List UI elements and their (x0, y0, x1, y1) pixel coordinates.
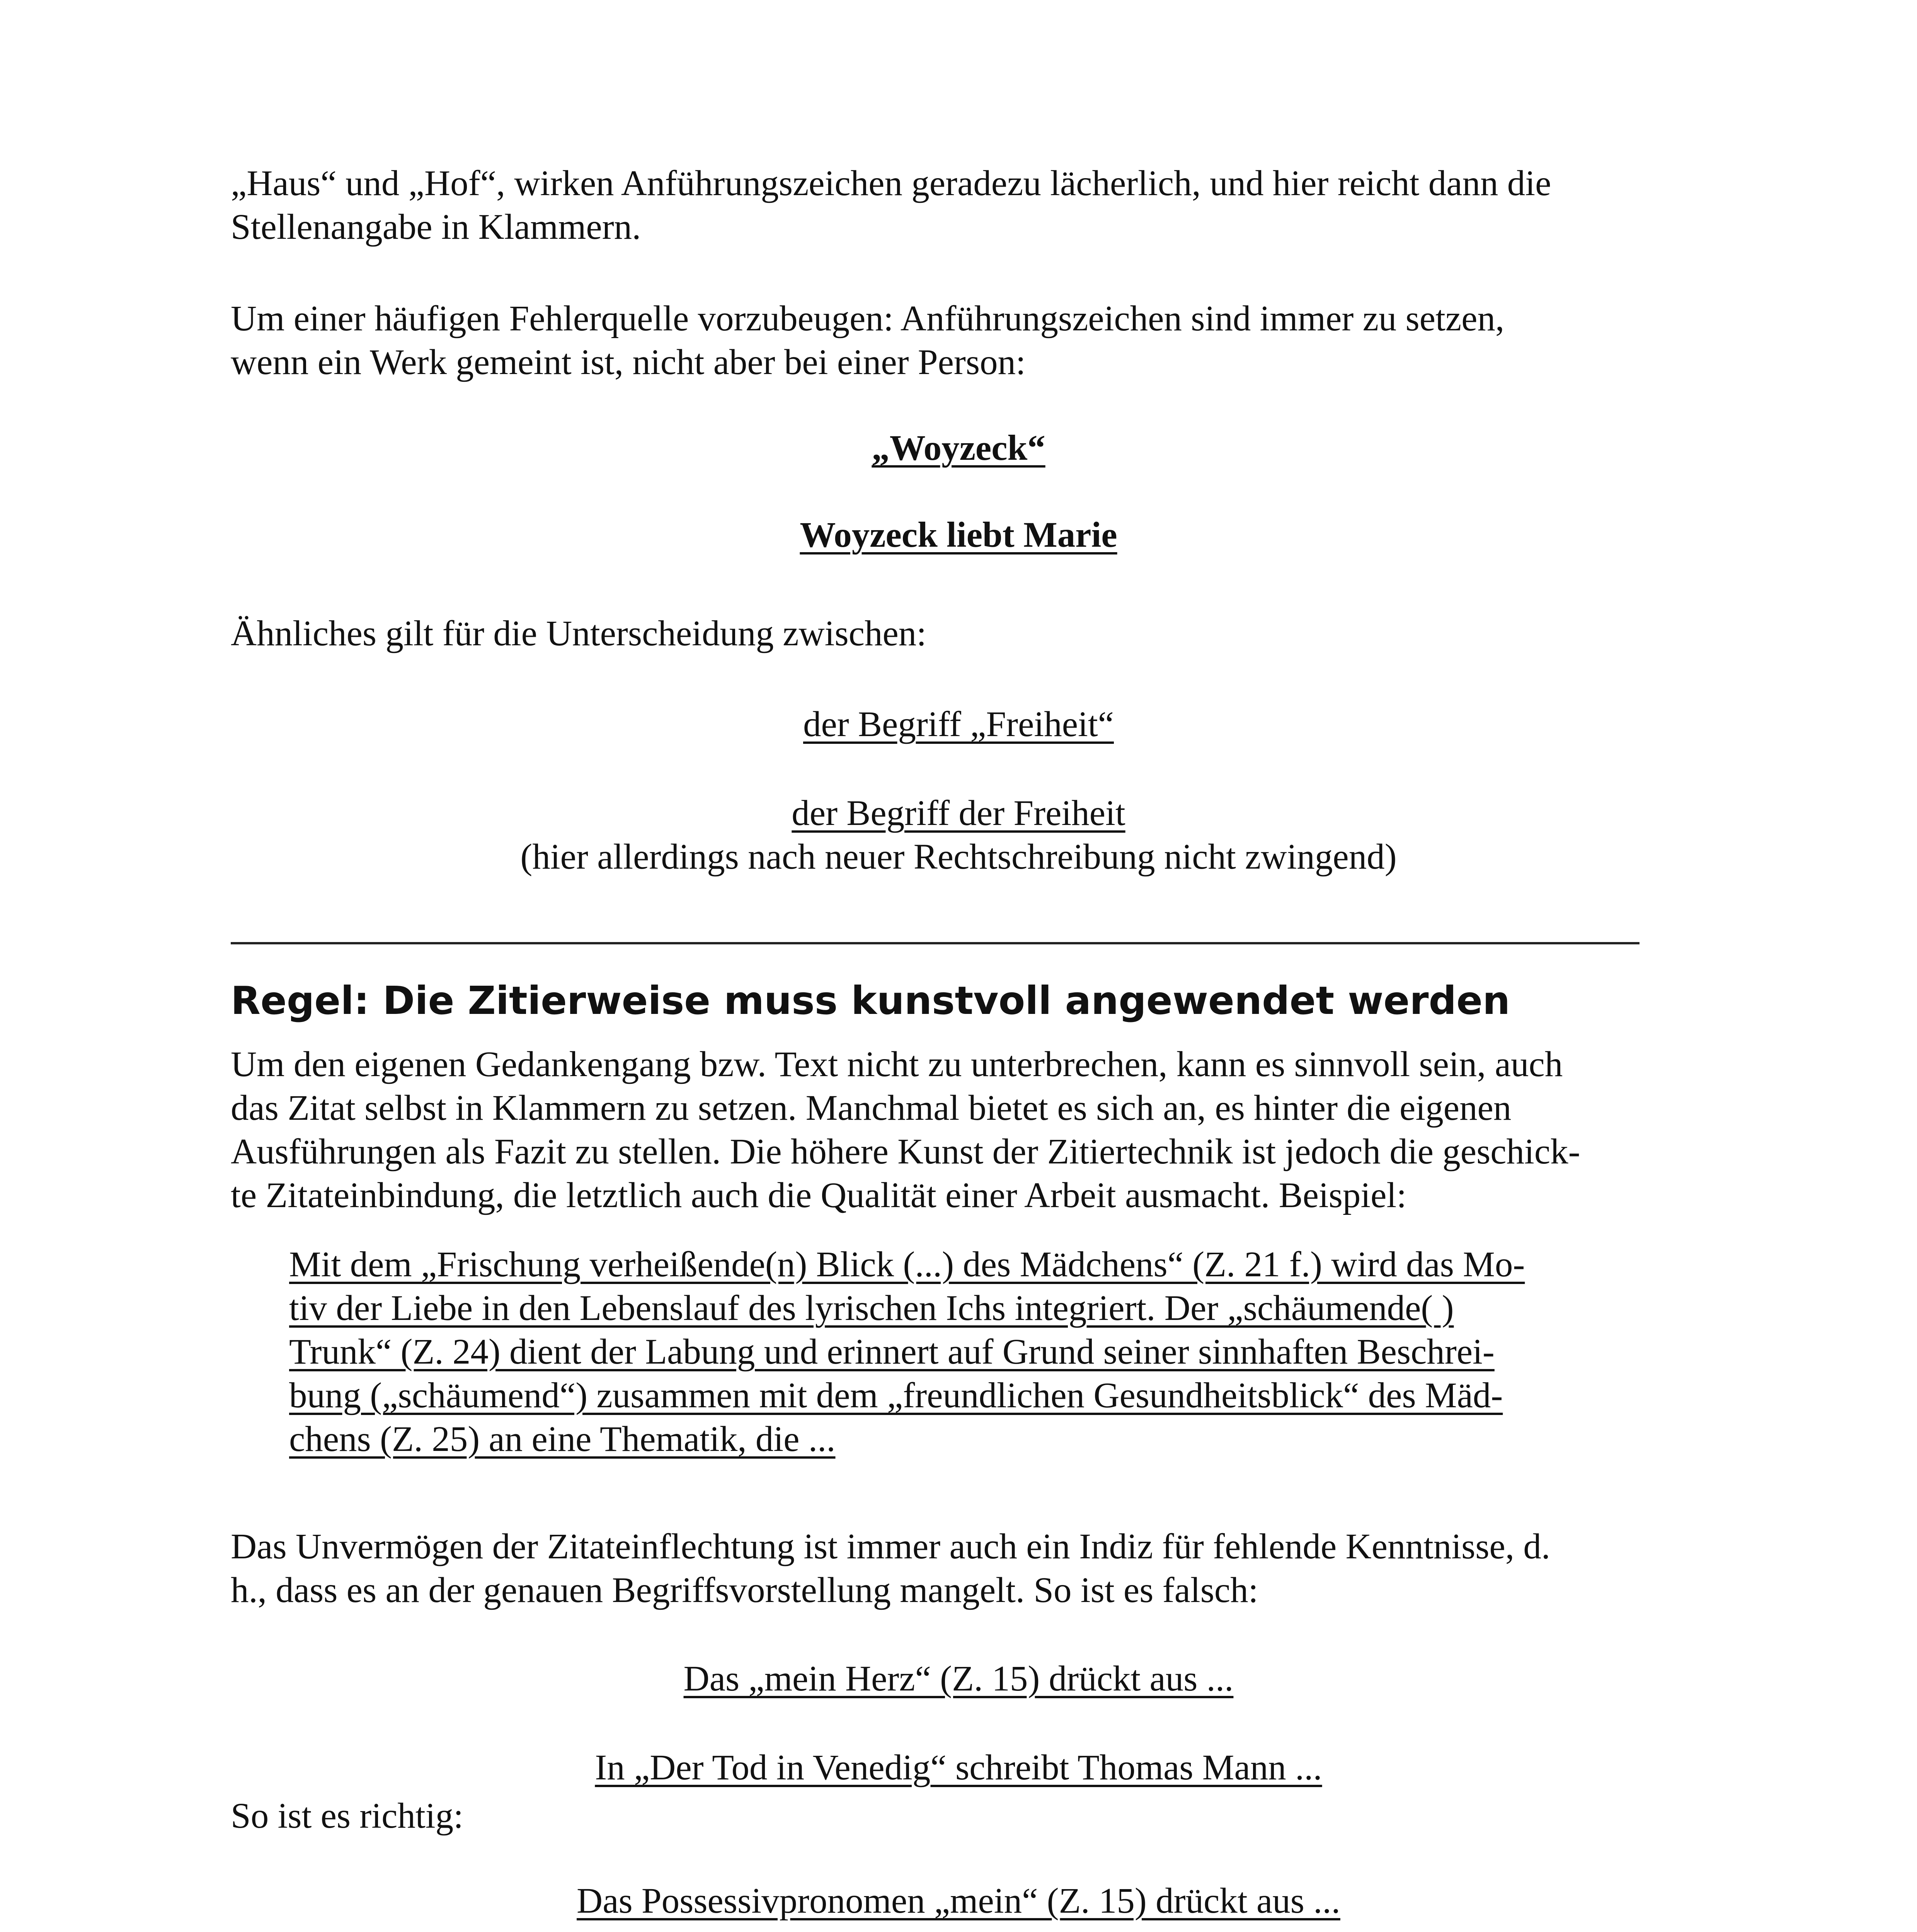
rule-paragraph-line-4: te Zitateinbindung, die letztlich auch die Qualität einer Arbeit ausmacht. Beispiel: (231, 1175, 1407, 1215)
example-person-text: Woyzeck liebt Marie (800, 515, 1117, 555)
rule-paragraph-line-2: das Zitat selbst in Klammern zu setzen. Manchmal bietet es sich an, es hinter die eigenen (231, 1088, 1512, 1128)
intro-line-2: Stellenangabe in Klammern. (231, 207, 641, 247)
example-quote-line-3-text: Trunk“ (Z. 24) dient der Labung und erinnert auf Grund seiner sinnhaften Beschrei- (289, 1332, 1495, 1372)
horizontal-divider (231, 942, 1639, 944)
right-example-1-text: Das Possessivpronomen „mein“ (Z. 15) drückt aus ... (577, 1881, 1340, 1921)
warning-line-1: Um einer häufigen Fehlerquelle vorzubeugen: Anführungszeichen sind immer zu setzen, (231, 299, 1505, 338)
example-quote-line-1-text: Mit dem „Frischung verheißende(n) Blick (...) des Mädchens“ (Z. 21 f.) wird das Mo- (289, 1245, 1525, 1284)
example-work-title (0, 427, 1917, 469)
example-quote-line-2-text: tiv der Liebe in den Lebenslauf des lyrischen Ichs integriert. Der „schäumende( ) (289, 1288, 1454, 1328)
example-quote-line-2 (289, 1287, 1642, 1330)
warning-line-2: wenn ein Werk gemeint ist, nicht aber bei einer Person: (231, 342, 1026, 382)
begriff-quoted (0, 703, 1917, 746)
example-quote-line-4 (289, 1374, 1642, 1417)
example-person-sentence (0, 514, 1917, 556)
example-quote-line-5-text: chens (Z. 25) an eine Thematik, die ... (289, 1419, 836, 1459)
example-quote-line-5 (289, 1418, 1642, 1461)
rule-heading: Regel: Die Zitierweise muss kunstvoll angewendet werden (231, 978, 1510, 1023)
right-example-1 (0, 1880, 1917, 1922)
wrong-example-1-text: Das „mein Herz“ (Z. 15) drückt aus ... (683, 1659, 1234, 1699)
wrong-example-2-text: In „Der Tod in Venedig“ schreibt Thomas Mann ... (595, 1748, 1322, 1787)
example-quote-line-1 (289, 1243, 1642, 1286)
wrong-example-1 (0, 1658, 1917, 1700)
begriff-note: (hier allerdings nach neuer Rechtschreibung nicht zwingend) (520, 837, 1397, 877)
similar-text: Ähnliches gilt für die Unterscheidung zwischen: (231, 614, 927, 653)
inability-line-1: Das Unvermögen der Zitateinflechtung ist immer auch ein Indiz für fehlende Kenntnisse, d. (231, 1527, 1551, 1566)
begriff-plain (0, 792, 1917, 835)
inability-line-2: h., dass es an der genauen Begriffsvorstellung mangelt. So ist es falsch: (231, 1570, 1258, 1610)
example-quote-line-4-text: bung („schäumend“) zusammen mit dem „freundlichen Gesundheitsblick“ des Mäd- (289, 1376, 1503, 1415)
begriff-quoted-text: der Begriff „Freiheit“ (803, 704, 1114, 744)
begriff-plain-text: der Begriff der Freiheit (792, 793, 1125, 833)
example-work-text: „Woyzeck“ (872, 428, 1045, 468)
intro-line-1: „Haus“ und „Hof“, wirken Anführungszeichen geradezu lächerlich, und hier reicht dann die (231, 163, 1551, 203)
rule-paragraph-line-1: Um den eigenen Gedankengang bzw. Text nicht zu unterbrechen, kann es sinnvoll sein, auch (231, 1044, 1563, 1084)
rule-paragraph-line-3: Ausführungen als Fazit zu stellen. Die höhere Kunst der Zitiertechnik ist jedoch die geschick- (231, 1132, 1580, 1172)
right-label: So ist es richtig: (231, 1796, 463, 1836)
example-quote-line-3 (289, 1331, 1642, 1373)
wrong-example-2 (0, 1747, 1917, 1789)
